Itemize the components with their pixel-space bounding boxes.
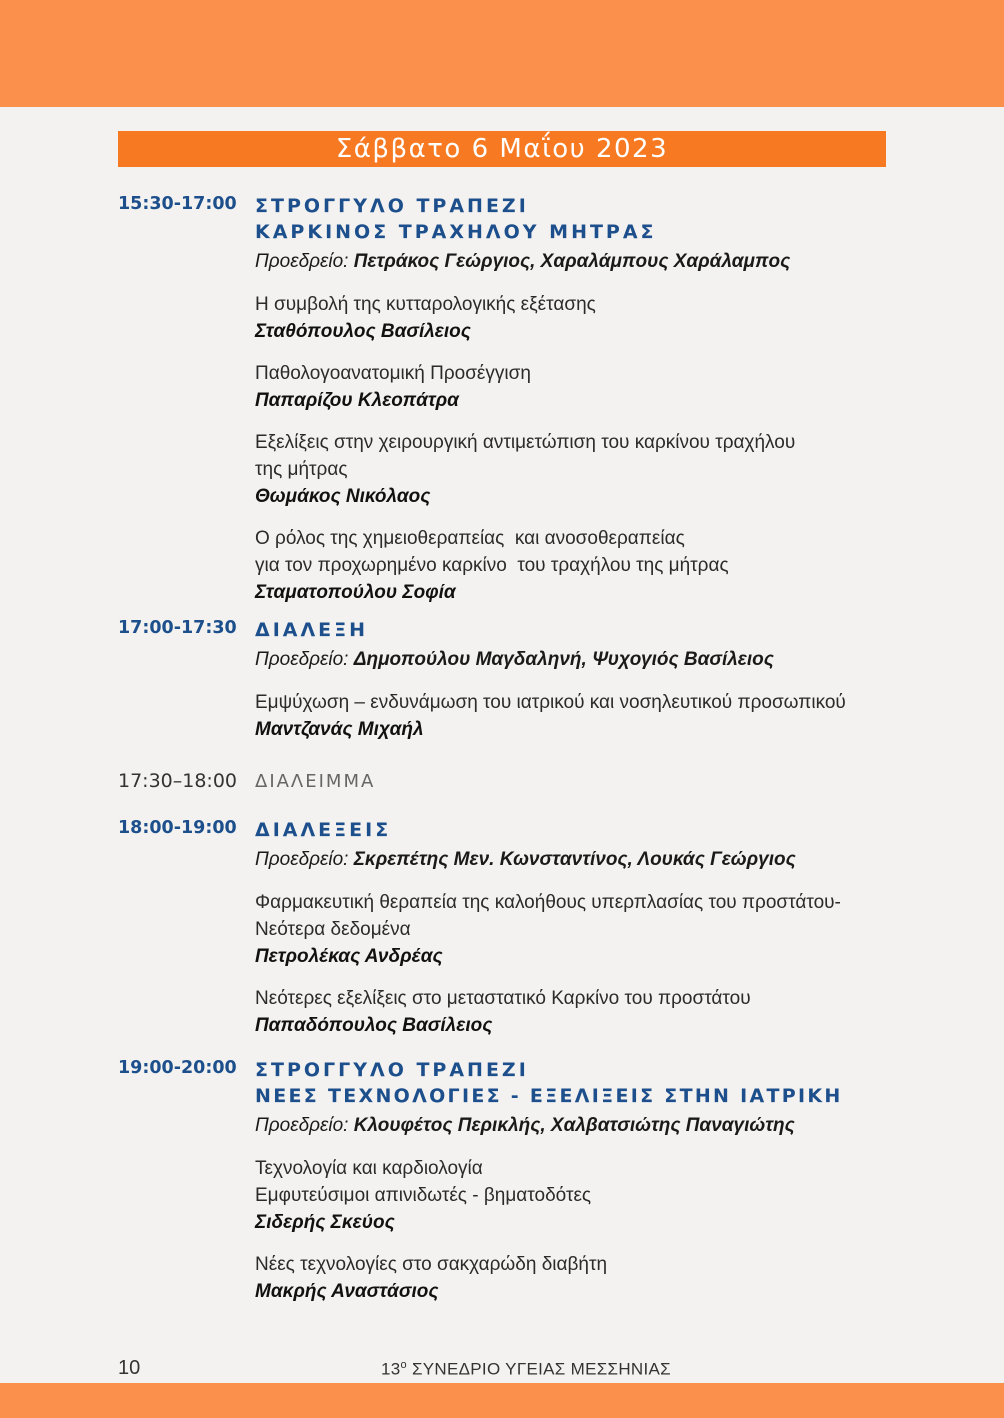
chair-names: Σκρεπέτης Μεν. Κωνσταντίνος, Λουκάς Γεώργιος <box>353 849 796 870</box>
chair-label: Προεδρείο: <box>255 649 349 670</box>
session-title-line: ΝΕΕΣ ΤΕΧΝΟΛΟΓΙΕΣ - ΕΞΕΛΙΞΕΙΣ ΣΤΗΝ ΙΑΤΡΙΚΗ <box>255 1085 843 1107</box>
talk-title: Εξελίξεις στην χειρουργική αντιμετώπιση του καρκίνου τραχήλου <box>255 432 796 453</box>
session-time: 18:00-19:00 <box>118 818 237 838</box>
talk-title: Παθολογοανατομική Προσέγγιση <box>255 363 531 384</box>
talk-speaker: Θωμάκος Νικόλαος <box>255 486 431 507</box>
footer-title <box>381 1359 671 1380</box>
chair <box>255 847 895 873</box>
session-time: 15:30-17:00 <box>118 194 237 214</box>
talk-speaker: Σταθόπουλος Βασίλειος <box>255 321 471 342</box>
chair-label: Προεδρείο: <box>255 849 349 870</box>
chair-names: Δημοπούλου Μαγδαληνή, Ψυχογιός Βασίλειος <box>353 649 774 670</box>
talk <box>255 360 895 415</box>
page-number: 10 <box>118 1357 141 1379</box>
talk-speaker: Παπαρίζου Κλεοπάτρα <box>255 390 459 411</box>
talk <box>255 889 895 971</box>
talk-speaker: Σταματοπούλου Σοφία <box>255 582 456 603</box>
chair-label: Προεδρείο: <box>255 1115 349 1136</box>
session-time: 19:00-20:00 <box>118 1058 237 1078</box>
talk-title: Νεότερες εξελίξεις στο μεταστατικό Καρκίνο του προστάτου <box>255 988 751 1009</box>
chair <box>255 249 895 275</box>
session-time: 17:00-17:30 <box>118 618 237 638</box>
top-orange-band <box>0 0 1004 107</box>
talk-speaker: Πετρολέκας Ανδρέας <box>255 946 443 967</box>
break-label: ΔΙΑΛΕΙΜΜΑ <box>255 771 376 792</box>
talk-title: Φαρμακευτική θεραπεία της καλοήθους υπερπλασίας του προστάτου- <box>255 892 841 913</box>
talk <box>255 291 895 346</box>
chair-names: Πετράκος Γεώργιος, Χαραλάμπους Χαράλαμπος <box>353 251 791 272</box>
talk <box>255 429 895 511</box>
talk-title: Τεχνολογία και καρδιολογία <box>255 1158 483 1179</box>
talk <box>255 985 895 1040</box>
talk-speaker: Σιδερής Σκεύος <box>255 1212 395 1233</box>
footer-title-sup: ο <box>400 1359 407 1371</box>
footer-title-rest: ΣΥΝΕΔΡΙΟ ΥΓΕΙΑΣ ΜΕΣΣΗΝΙΑΣ <box>406 1359 671 1379</box>
session-title-line: ΔΙΑΛΕΞΗ <box>255 619 369 641</box>
session-title-line: ΔΙΑΛΕΞΕΙΣ <box>255 819 392 841</box>
talk-title: Νεότερα δεδομένα <box>255 919 411 940</box>
session-title-line: ΣΤΡΟΓΓΥΛΟ ΤΡΑΠΕΖΙ <box>255 1059 529 1081</box>
talk-title: Νέες τεχνολογίες στο σακχαρώδη διαβήτη <box>255 1254 608 1275</box>
session-title-line: ΣΤΡΟΓΓΥΛΟ ΤΡΑΠΕΖΙ <box>255 195 529 217</box>
chair <box>255 647 895 673</box>
date-header: Σάββατο 6 Μαΐου 2023 <box>118 131 886 167</box>
talk-title: Εμφυτεύσιμοι απινιδωτές - βηματοδότες <box>255 1185 592 1206</box>
talk <box>255 689 895 744</box>
chair-names: Κλουφέτος Περικλής, Χαλβατσιώτης Παναγιώτης <box>353 1115 795 1136</box>
talk <box>255 525 895 607</box>
footer-title-prefix: 13 <box>381 1359 401 1379</box>
talk-title: Ο ρόλος της χημειοθεραπείας και ανοσοθεραπείας <box>255 528 685 549</box>
talk-speaker: Μαντζανάς Μιχαήλ <box>255 719 424 740</box>
talk-title: για τον προχωρημένο καρκίνο του τραχήλου της μήτρας <box>255 555 729 576</box>
session-title-line: ΚΑΡΚΙΝΟΣ ΤΡΑΧΗΛΟΥ ΜΗΤΡΑΣ <box>255 221 657 243</box>
talk-speaker: Παπαδόπουλος Βασίλειος <box>255 1015 493 1036</box>
talk <box>255 1251 895 1306</box>
chair-label: Προεδρείο: <box>255 251 349 272</box>
break-time: 17:30–18:00 <box>118 770 238 792</box>
talk-title: της μήτρας <box>255 459 348 480</box>
talk <box>255 1155 895 1237</box>
talk-title: Εμψύχωση – ενδυνάμωση του ιατρικού και νοσηλευτικού προσωπικού <box>255 692 846 713</box>
chair <box>255 1113 895 1139</box>
talk-title: Η συμβολή της κυτταρολογικής εξέτασης <box>255 294 596 315</box>
bottom-orange-band <box>0 1383 1004 1418</box>
talk-speaker: Μακρής Αναστάσιος <box>255 1281 439 1302</box>
